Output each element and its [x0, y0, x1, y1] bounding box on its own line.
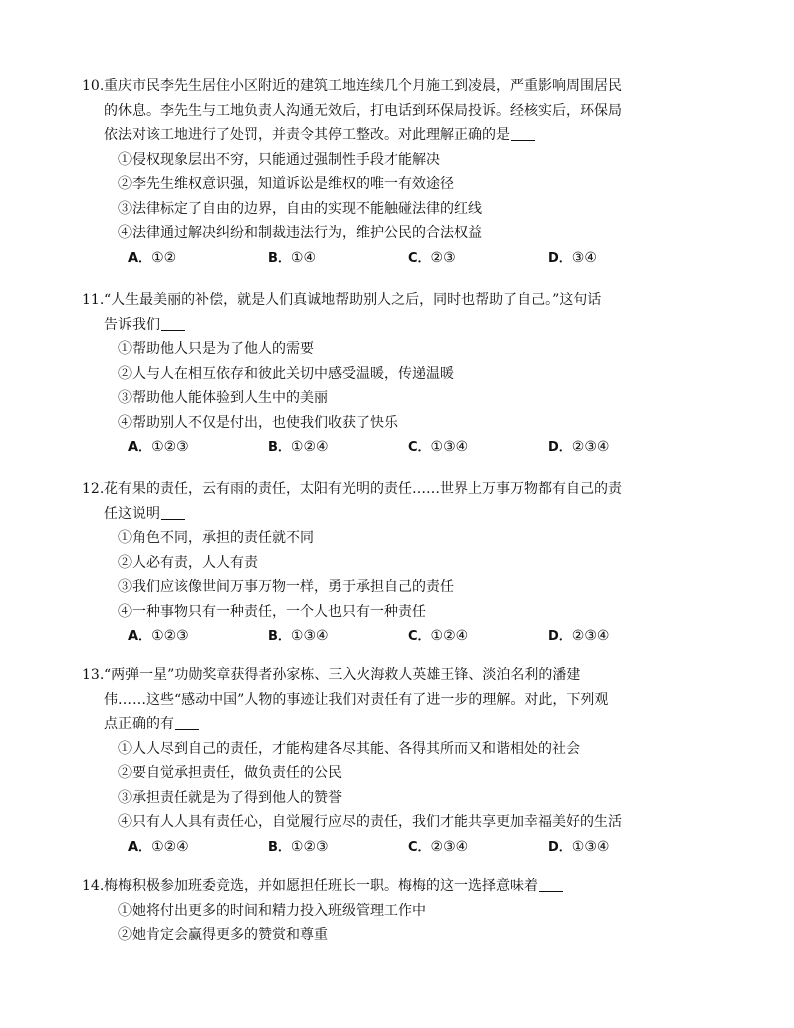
- choice-letter: D．: [548, 629, 572, 644]
- answer-choices: [104, 246, 714, 272]
- answer-blank: [511, 126, 535, 141]
- choice-letter: B．: [268, 629, 291, 644]
- statement-option: ③法律标定了自由的边界，自由的实现不能触碰法律的红线: [118, 200, 482, 217]
- answer-choice: [128, 246, 268, 272]
- statement-option: ④一种事物只有一种责任，一个人也只有一种责任: [118, 603, 426, 620]
- question-stem-line: [82, 477, 714, 502]
- answer-choices: [104, 835, 714, 861]
- answer-choice: [548, 835, 688, 861]
- answer-blank: [161, 316, 185, 331]
- answer-choice: [268, 835, 408, 861]
- question-13: [82, 663, 714, 860]
- question-stem-line: [82, 874, 714, 899]
- statement-option: ①人人尽到自己的责任，才能构建各尽其能、各得其所而又和谐相处的社会: [118, 740, 580, 757]
- answer-choice: [128, 624, 268, 650]
- choice-value: ①②④: [430, 628, 469, 644]
- answer-choice: [408, 835, 548, 861]
- choice-value: ③④: [571, 249, 597, 266]
- choice-letter: B．: [268, 250, 291, 266]
- answer-choices: [104, 435, 714, 461]
- question-number: 14.: [82, 878, 105, 894]
- statement-option: ①侵权现象层出不穷，只能通过强制性手段才能解决: [118, 151, 440, 168]
- answer-choice: [548, 435, 688, 461]
- answer-choice: [548, 246, 688, 272]
- choice-value: ②③: [430, 249, 456, 266]
- answer-choice: [128, 835, 268, 861]
- answer-choice: [128, 435, 268, 461]
- question-stem-line: [104, 313, 714, 338]
- question-11: [82, 288, 714, 461]
- statement-option: ②人必有责，人人有责: [118, 554, 258, 571]
- answer-choice: [408, 435, 548, 461]
- question-number: 10.: [82, 78, 105, 94]
- answer-choice: [548, 624, 688, 650]
- question-stem-text: 重庆市民李先生居住小区附近的建筑工地连续几个月施工到凌晨，严重影响周围居民: [104, 78, 622, 94]
- choice-value: ②③④: [571, 628, 610, 644]
- question-stem-line: [82, 288, 714, 313]
- answer-blank: [539, 877, 563, 892]
- choice-value: ①②④: [290, 439, 329, 455]
- question-stem-text: “人生最美丽的补偿，就是人们真诚地帮助别人之后，同时也帮助了自己。”这句话: [104, 292, 602, 308]
- choice-letter: B．: [268, 440, 291, 455]
- answer-blank: [161, 505, 185, 520]
- question-stem-line: [82, 663, 714, 688]
- choice-letter: D．: [548, 440, 572, 455]
- statement-option: ④只有人人具有责任心，自觉履行应尽的责任，我们才能共享更加幸福美好的生活: [118, 814, 622, 830]
- question-stem-line: [104, 688, 714, 713]
- answer-blank: [175, 715, 199, 730]
- question-stem-text: 梅梅积极参加班委竞选，并如愿担任班长一职。梅梅的这一选择意味着: [104, 878, 538, 894]
- choice-letter: A．: [128, 250, 152, 266]
- question-14: [82, 874, 714, 948]
- question-stem-text: “两弹一星”功勋奖章获得者孙家栋、三入火海救人英雄王锋、淡泊名利的潘建: [104, 667, 581, 683]
- choice-value: ①③④: [430, 439, 469, 455]
- question-10: [82, 74, 714, 271]
- choice-letter: C．: [408, 440, 431, 455]
- question-stem-text: 告诉我们: [104, 316, 160, 333]
- choice-value: ①②③: [290, 838, 329, 855]
- choice-value: ①②: [151, 249, 177, 266]
- question-stem-text: 任这说明: [104, 505, 160, 522]
- choice-letter: C．: [408, 839, 431, 855]
- answer-choice: [268, 435, 408, 461]
- statement-option: ①角色不同，承担的责任就不同: [118, 530, 314, 546]
- question-number: 13.: [82, 667, 105, 683]
- statement-option: ②人与人在相互依存和彼此关切中感受温暖，传递温暖: [118, 365, 454, 382]
- choice-value: ①④: [290, 249, 317, 266]
- choice-value: ①③④: [290, 628, 329, 644]
- question-stem-line: [104, 712, 714, 737]
- choice-value: ①③④: [571, 838, 610, 855]
- question-stem-line: [104, 99, 714, 124]
- question-stem-text: 花有果的责任，云有雨的责任，太阳有光明的责任……世界上万事万物都有自己的责: [104, 481, 622, 497]
- statement-option: ②要自觉承担责任，做负责任的公民: [118, 765, 342, 781]
- statement-option: ①她将付出更多的时间和精力投入班级管理工作中: [118, 902, 426, 919]
- choice-value: ①②④: [151, 838, 189, 855]
- question-stem-text: 伟……这些“感动中国”人物的事迹让我们对责任有了进一步的理解。对此，下列观: [104, 691, 609, 708]
- choice-letter: C．: [408, 250, 431, 266]
- question-stem-line: [104, 123, 714, 148]
- choice-letter: B．: [268, 839, 291, 855]
- question-stem-text: 的休息。李先生与工地负责人沟通无效后，打电话到环保局投诉。经核实后，环保局: [104, 102, 622, 119]
- question-12: [82, 477, 714, 650]
- answer-choice: [408, 624, 548, 650]
- statement-option: ①帮助他人只是为了他人的需要: [118, 341, 314, 357]
- choice-letter: A．: [128, 839, 152, 855]
- choice-value: ②③④: [430, 838, 469, 855]
- choice-value: ①②③: [151, 628, 189, 644]
- choice-value: ①②③: [151, 439, 189, 455]
- statement-option: ③我们应该像世间万事万物一样，勇于承担自己的责任: [118, 579, 454, 595]
- choice-letter: D．: [548, 839, 572, 855]
- choice-letter: D．: [548, 250, 572, 266]
- answer-choice: [268, 624, 408, 650]
- choice-letter: C．: [408, 629, 431, 644]
- question-stem-line: [104, 502, 714, 527]
- question-number: 11.: [82, 292, 105, 308]
- question-stem-text: 依法对该工地进行了处罚，并责令其停工整改。对此理解正确的是: [104, 127, 510, 143]
- choice-letter: A．: [128, 440, 152, 455]
- statement-option: ②李先生维权意识强，知道诉讼是维权的唯一有效途径: [118, 176, 454, 192]
- question-number: 12.: [82, 481, 105, 497]
- answer-choice: [408, 246, 548, 272]
- question-stem-line: [82, 74, 714, 99]
- statement-option: ④帮助别人不仅是付出，也使我们收获了快乐: [118, 414, 398, 431]
- choice-value: ②③④: [571, 439, 610, 455]
- question-stem-text: 点正确的有: [104, 716, 174, 732]
- answer-choices: [104, 624, 714, 650]
- answer-choice: [268, 246, 408, 272]
- statement-option: ④法律通过解决纠纷和制裁违法行为，维护公民的合法权益: [118, 225, 482, 241]
- statement-option: ③帮助他人能体验到人生中的美丽: [118, 390, 328, 406]
- statement-option: ②她肯定会赢得更多的赞赏和尊重: [118, 927, 328, 943]
- choice-letter: A．: [128, 629, 152, 644]
- statement-option: ③承担责任就是为了得到他人的赞誉: [118, 789, 342, 806]
